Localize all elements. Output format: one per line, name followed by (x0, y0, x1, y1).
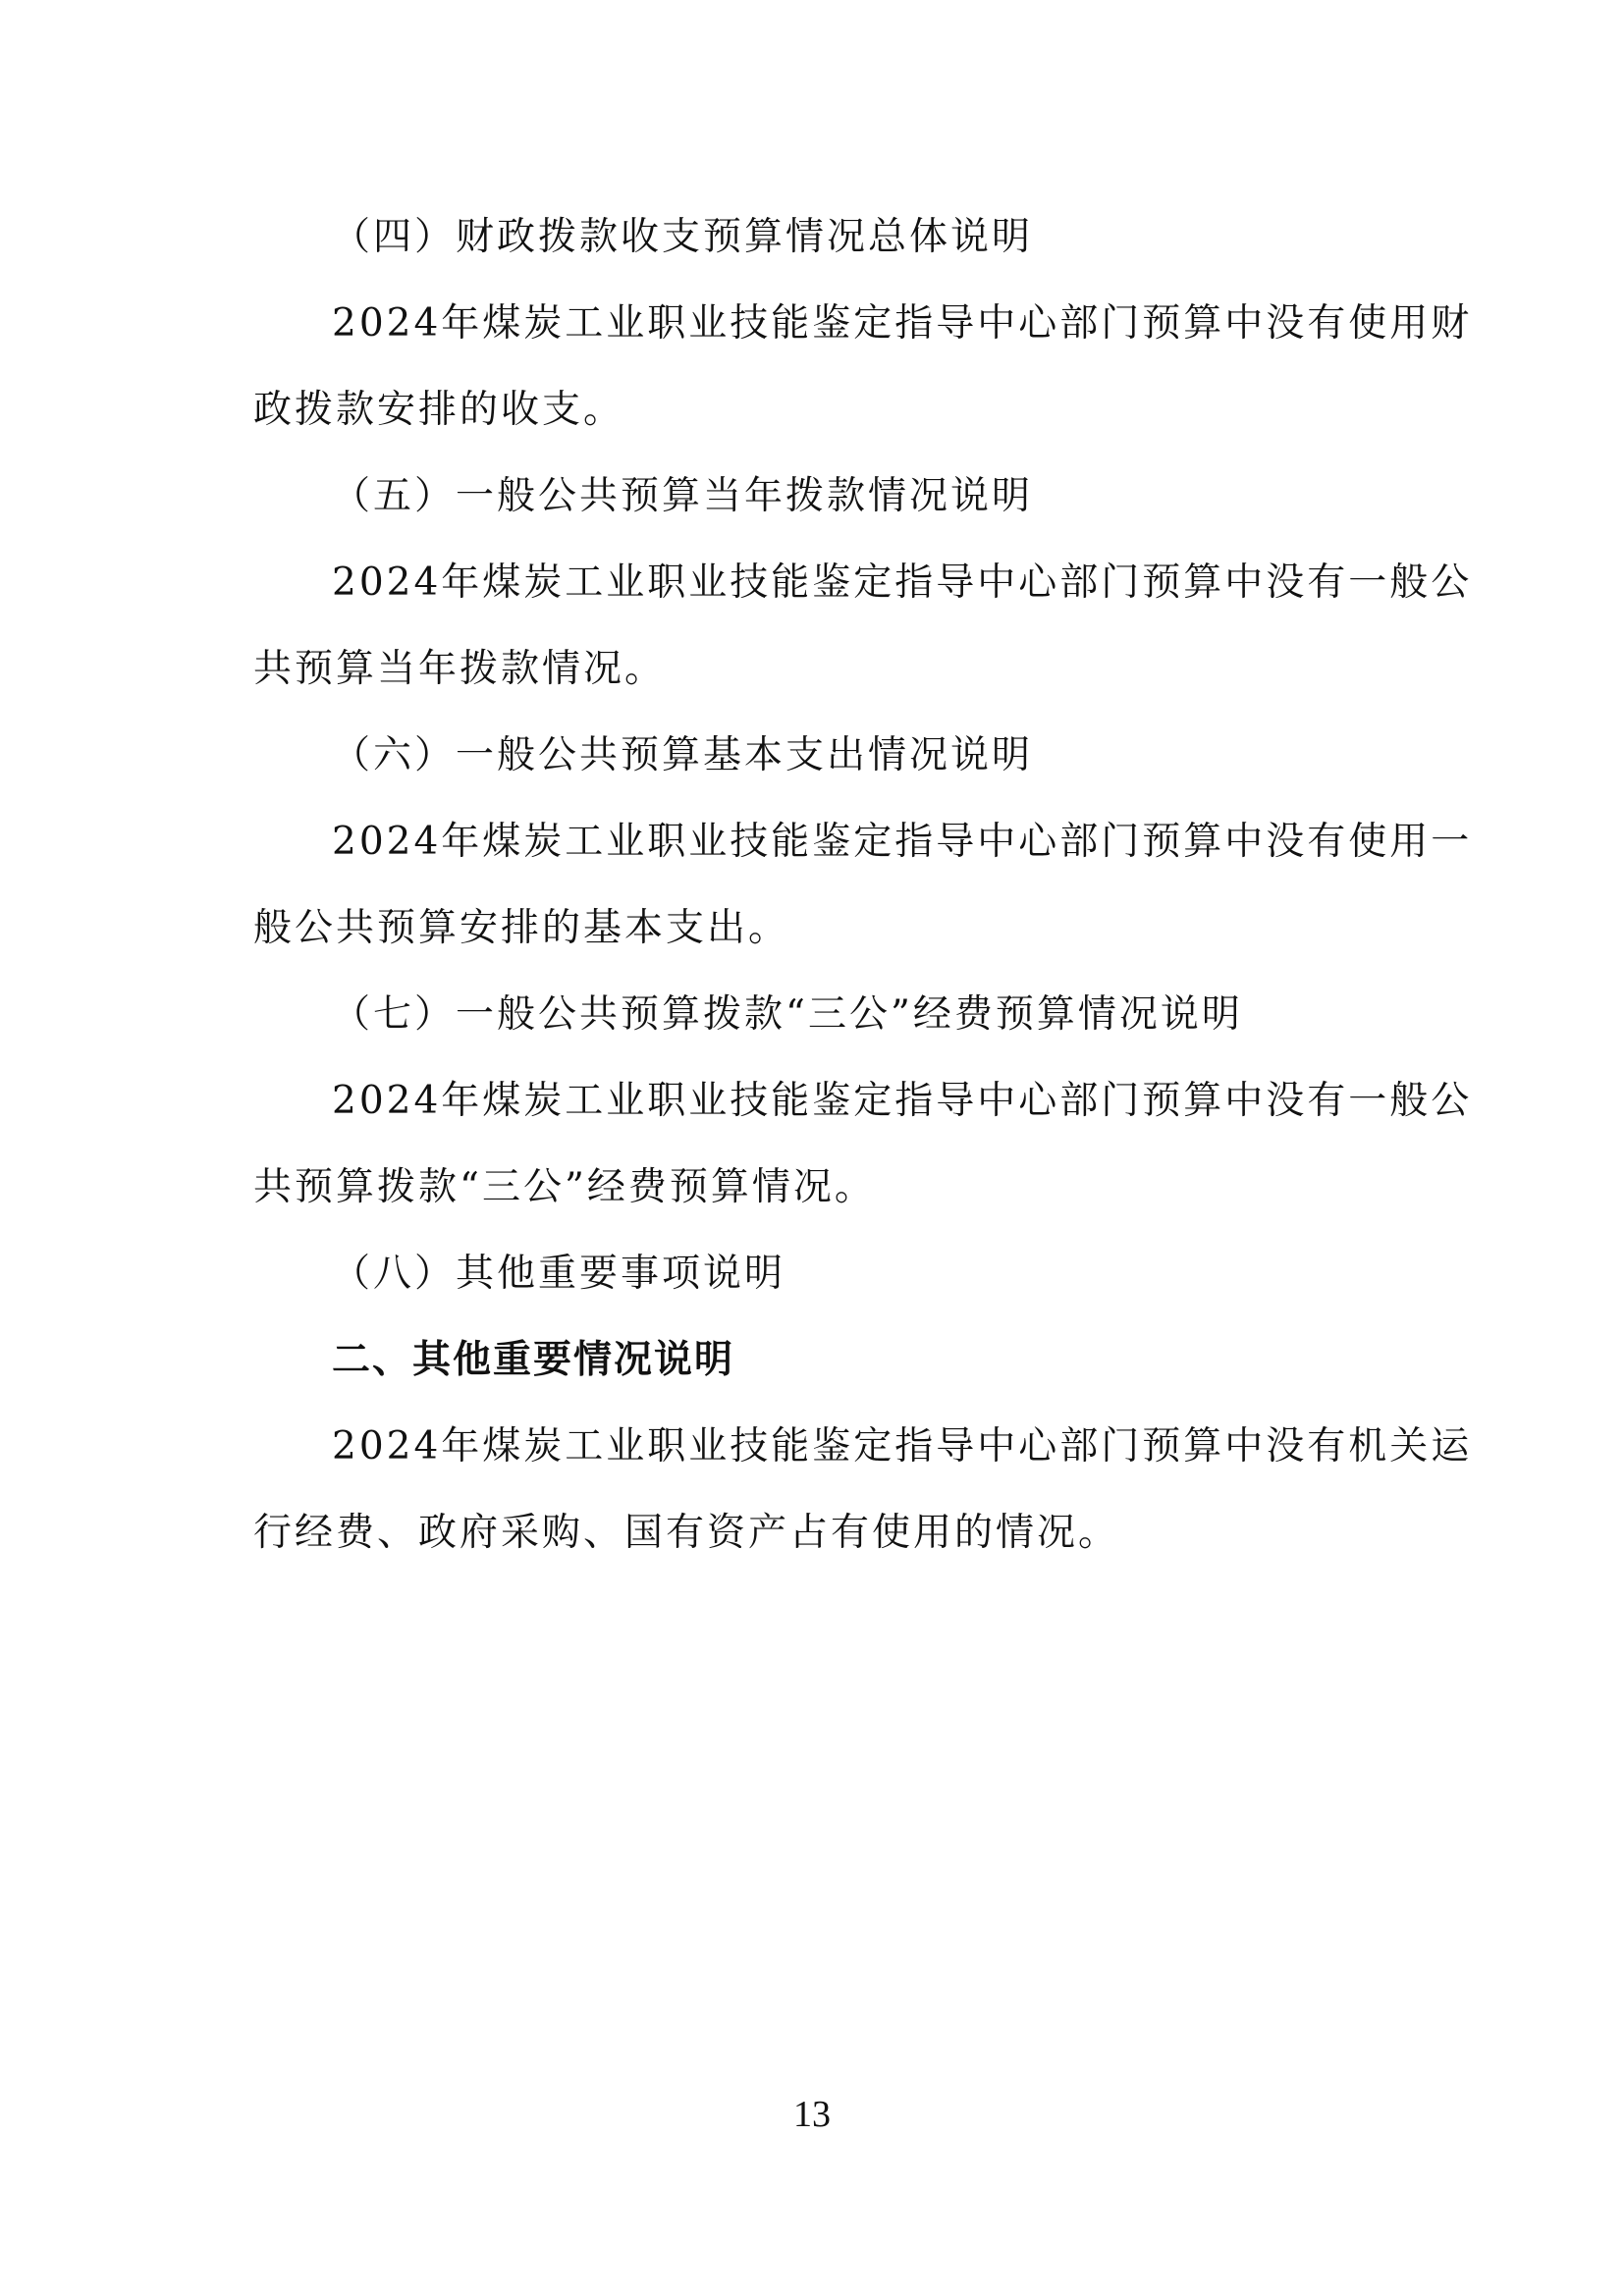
section-5-body-line-2: 共预算当年拨款情况。 (253, 647, 667, 691)
section-7-body-line-2: 共预算拨款“三公”经费预算情况。 (253, 1165, 876, 1209)
page-number: 13 (793, 2094, 831, 2135)
section-heading-8: （八）其他重要事项说明 (332, 1252, 786, 1296)
major-body-line-2: 行经费、政府采购、国有资产占有使用的情况。 (253, 1511, 1120, 1555)
section-heading-5: （五）一般公共预算当年拨款情况说明 (332, 474, 1034, 518)
section-heading-6: （六）一般公共预算基本支出情况说明 (332, 733, 1034, 777)
section-5-body-line-1: 2024年煤炭工业职业技能鉴定指导中心部门预算中没有一般公 (332, 561, 1473, 605)
section-4-body-line-1: 2024年煤炭工业职业技能鉴定指导中心部门预算中没有使用财 (332, 301, 1473, 346)
section-6-body-line-2: 般公共预算安排的基本支出。 (253, 906, 790, 950)
section-heading-7: （七）一般公共预算拨款“三公”经费预算情况说明 (332, 992, 1243, 1037)
major-heading-2: 二、其他重要情况说明 (332, 1338, 735, 1382)
major-body-line-1: 2024年煤炭工业职业技能鉴定指导中心部门预算中没有机关运 (332, 1424, 1473, 1468)
section-4-body-line-2: 政拨款安排的收支。 (253, 388, 625, 432)
section-7-body-line-1: 2024年煤炭工业职业技能鉴定指导中心部门预算中没有一般公 (332, 1079, 1473, 1123)
section-6-body-line-1: 2024年煤炭工业职业技能鉴定指导中心部门预算中没有使用一 (332, 820, 1473, 864)
section-heading-4: （四）财政拨款收支预算情况总体说明 (332, 215, 1034, 259)
